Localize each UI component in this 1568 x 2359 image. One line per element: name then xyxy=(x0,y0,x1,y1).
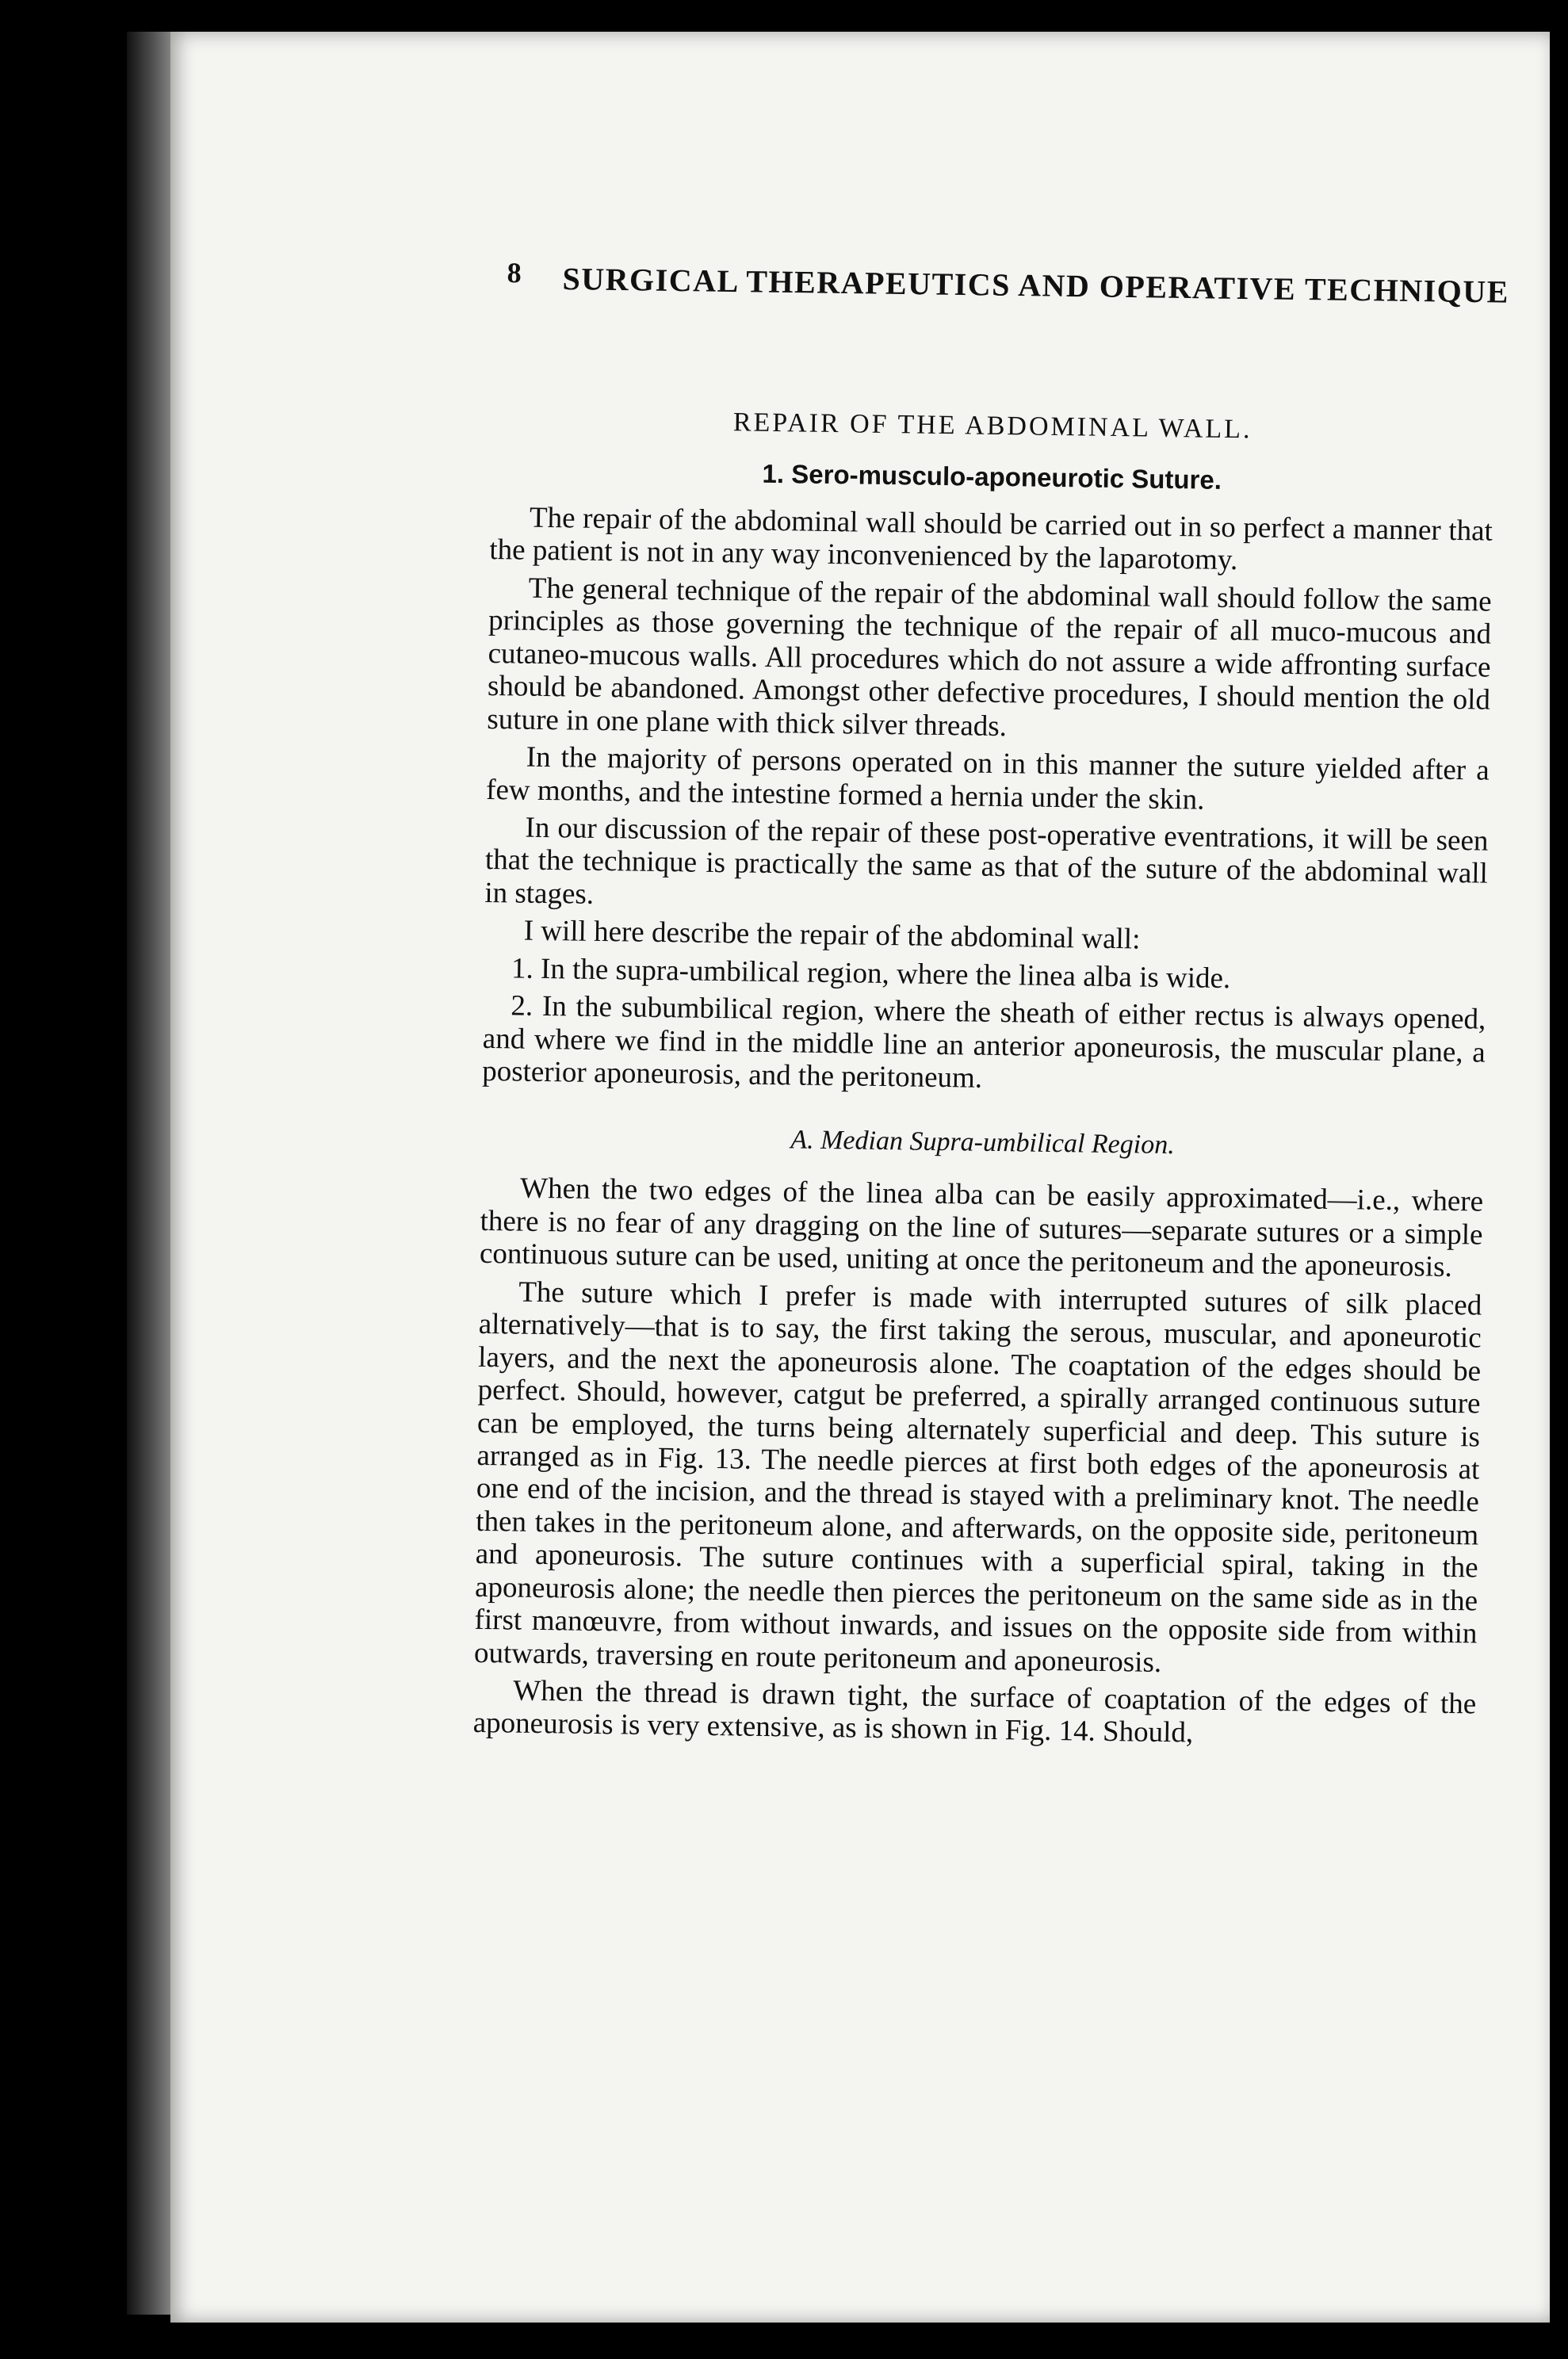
paragraph: In the majority of persons operated on in this manner the suture yielded after a few months, and the intestine formed a hernia under the skin. xyxy=(485,740,1490,816)
paragraph: The repair of the abdominal wall should be carried out in so perfect a manner that the patient is not in any way inconvenienced by the laparotomy. xyxy=(489,501,1493,577)
list-item: 1. In the supra-umbilical region, where the linea alba is wide. xyxy=(511,952,1231,995)
region-title: A. Median Supra-umbilical Region. xyxy=(790,1125,1175,1160)
paragraph: When the thread is drawn tight, the surface of coaptation of the edges of the aponeurosis is very extensive, as is shown in Fig. 14. Should, xyxy=(472,1674,1477,1749)
paragraph: The general technique of the repair of the abdominal wall should follow the same principles as those governing the technique of the repair of all muco-mucous and cutaneo-mucous walls. All procedures which do not assure a wide affronting surface should be abandoned. Amongst other defective procedures, I should mention the old suture in one plane with thick silver threads. xyxy=(487,572,1492,743)
paragraph: I will here describe the repair of the abdominal wall: xyxy=(523,914,1141,956)
paragraph: In our discussion of the repair of these post-operative eventrations, it will be seen that the technique is practically the same as that of the suture of the abdominal wall in stages. xyxy=(484,811,1489,911)
page-number: 8 xyxy=(507,257,522,289)
running-title: SURGICAL THERAPEUTICS AND OPERATIVE TECHNIQUE xyxy=(562,260,1510,310)
section-title: REPAIR OF THE ABDOMINAL WALL. xyxy=(732,407,1252,445)
paragraph: The suture which I prefer is made with interrupted sutures of silk placed alternatively—that is to say, the first taking the serous, muscular, and aponeurotic layers, and the next the aponeurosis alone. The coaptation of the edges should be perfect. Should, however, catgut be preferred, a spirally arranged continuous suture can be employed, the turns being alternately superficial and deep. This suture is arranged as in Fig. 13. The needle pierces at first both edges of the aponeurosis at one end of the incision, and the thread is stayed with a preliminary knot. The needle then takes in the peritoneum alone, and afterwards, on the opposite side, peritoneum and aponeurosis. The suture continues with a superficial spiral, taking in the aponeurosis alone; the needle then pierces the peritoneum on the same side as in the first manœuvre, from without inwards, and issues on the opposite side from within outwards, traversing en route peritoneum and aponeurosis. xyxy=(473,1275,1482,1679)
paragraph: When the two edges of the linea alba can be easily approximated—i.e., where there is no fear of any dragging on the line of sutures—separate sutures or a simple continuous suture can be used, uniting at once the peritoneum and the aponeurosis. xyxy=(479,1172,1484,1284)
page-content xyxy=(472,404,1493,1758)
list-item: 2. In the subumbilical region, where the sheath of either rectus is always opened, and where we find in the middle line an anterior aponeurosis, the muscular plane, a posterior aponeurosis, and the peritoneum. xyxy=(481,989,1486,1095)
subsection-title: 1. Sero-musculo-aponeurotic Suture. xyxy=(762,458,1222,495)
